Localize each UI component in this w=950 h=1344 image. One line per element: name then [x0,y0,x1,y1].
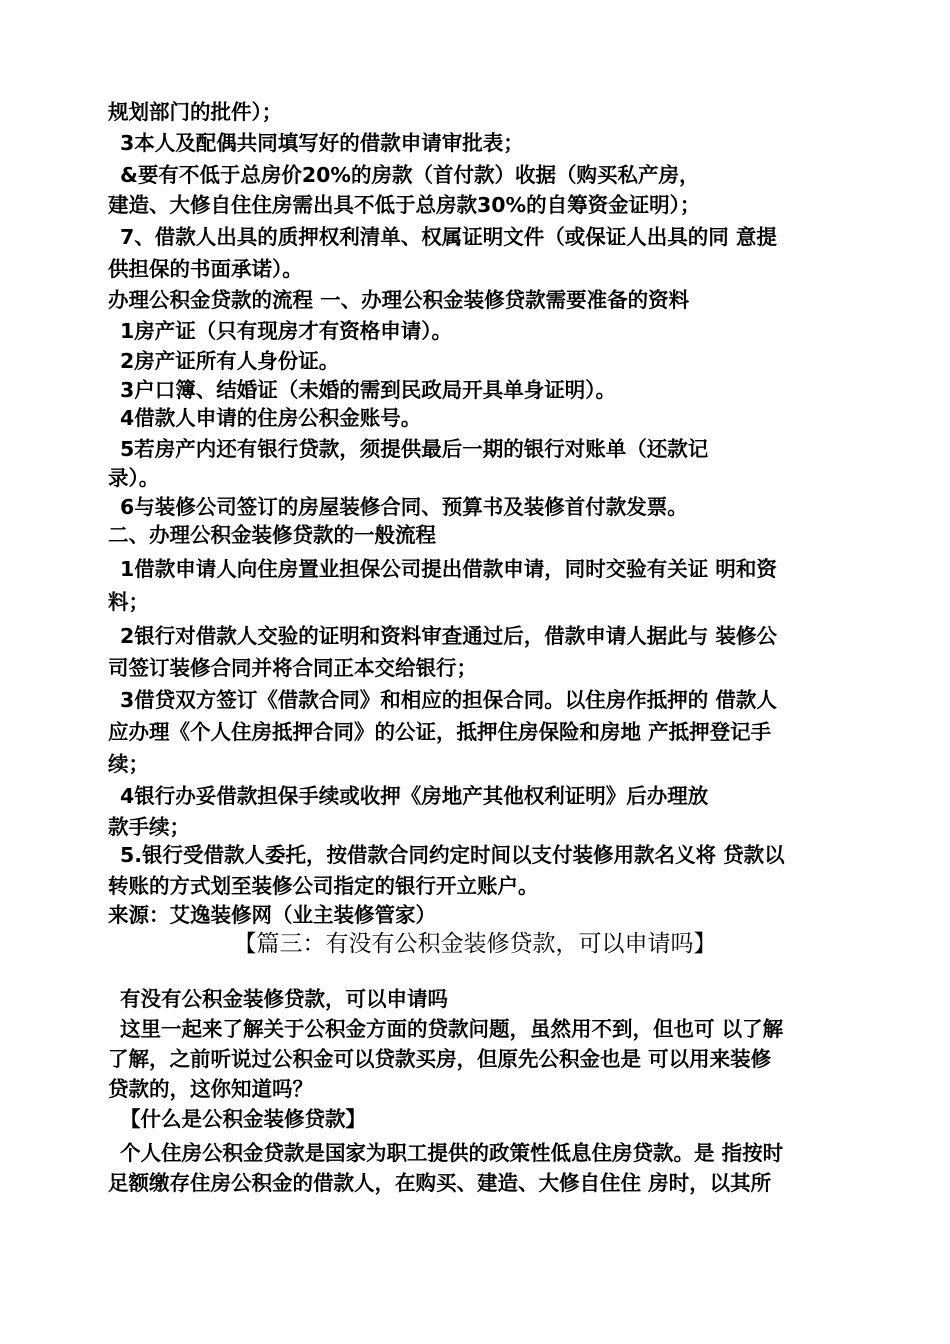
text-line: 续； [108,752,149,776]
text-line: 6与装修公司签订的房屋装修合同、预算书及装修首付款发票。 [120,495,688,519]
text-line: 这里一起来了解关于公积金方面的贷款问题，虽然用不到，但也可 以了解 [120,1017,784,1041]
text-line: 个人住房公积金贷款是国家为职工提供的政策性低息住房贷款。是 指按时 [120,1141,784,1165]
text-line: 【什么是公积金装修贷款】 [120,1107,366,1131]
text-line: 款手续； [108,815,190,839]
text-line: 3借贷双方签订《借款合同》和相应的担保合同。以住房作抵押的 借款人 [120,688,777,712]
text-line: 规划部门的批件）； [108,100,283,124]
text-line: &要有不低于总房价20%的房款（首付款）收据（购买私产房， [120,163,700,187]
text-line: 料； [108,590,149,614]
text-line: 转账的方式划至装修公司指定的银行开立账户。 [108,874,539,898]
text-line: 4借款人申请的住房公积金账号。 [120,406,422,430]
section-title: 【篇三：有没有公积金装修贷款，可以申请吗】 [233,931,717,957]
text-line: 贷款的，这你知道吗？ [108,1077,313,1101]
text-line: 足额缴存住房公积金的借款人，在购买、建造、大修自住住 房时，以其所 [108,1171,772,1195]
text-line: 1房产证（只有现房才有资格申请）。 [120,319,453,343]
text-line: 2房产证所有人身份证。 [120,349,340,373]
text-line: 1借款申请人向住房置业担保公司提出借款申请，同时交验有关证 明和资 [120,557,777,581]
text-line: 来源：艾逸装修网（业主装修管家） [108,903,436,927]
text-line: 3本人及配偶共同填写好的借款申请审批表； [120,131,524,155]
text-line: 司签订装修合同并将合同正本交给银行； [108,656,477,680]
text-line: 2银行对借款人交验的证明和资料审查通过后，借款申请人据此与 装修公 [120,624,777,648]
text-line: 有没有公积金装修贷款，可以申请吗 [120,987,448,1011]
text-line: 4银行办妥借款担保手续或收押《房地产其他权利证明》后办理放 [120,784,709,808]
text-line: 录）。 [108,466,160,490]
text-line: 5.银行受借款人委托，按借款合同约定时间以支付装修用款名义将 贷款以 [120,843,785,867]
text-line: 应办理《个人住房抵押合同》的公证，抵押住房保险和房地 产抵押登记手 [108,720,772,744]
text-line: 二、办理公积金装修贷款的一般流程 [108,523,436,547]
text-line: 供担保的书面承诺）。 [108,257,303,281]
text-line: 5若房产内还有银行贷款，须提供最后一期的银行对账单（还款记 [120,437,709,461]
text-line: 了解，之前听说过公积金可以贷款买房，但原先公积金也是 可以用来装修 [108,1047,772,1071]
text-line: 3户口簿、结婚证（未婚的需到民政局开具单身证明）。 [120,378,617,402]
text-line: 建造、大修自住住房需出具不低于总房款30%的自筹资金证明）； [108,193,701,217]
text-line: 办理公积金贷款的流程 一、办理公积金装修贷款需要准备的资料 [108,288,690,312]
text-line: 7、借款人出具的质押权利清单、权属证明文件（或保证人出具的同 意提 [120,225,777,249]
